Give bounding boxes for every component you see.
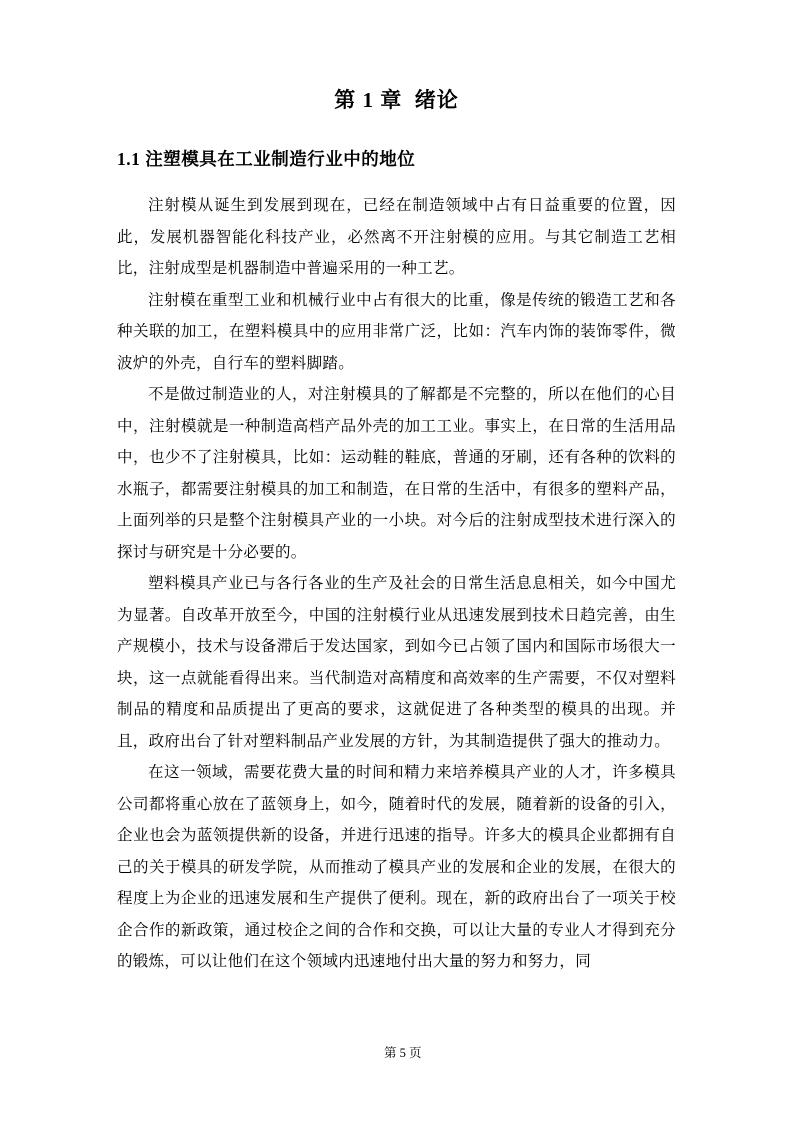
- paragraph-intro-position: 注射模从诞生到发展到现在，已经在制造领域中占有日益重要的位置，因此，发展机器智能化科技产业，必然离不开注射模的应用。与其它制造工艺相比，注射成型是机器制造中普遍采用的一种工艺。: [117, 197, 676, 277]
- chapter-title: 第 1 章 绪论: [334, 88, 459, 112]
- paragraph-industry-growth: 塑料模具产业已与各行各业的生产及社会的日常生活息息相关，如今中国尤为显著。自改革开放至今，中国的注射模行业从迅速发展到技术日趋完善，由生产规模小，技术与设备滞后于发达国家，到如今已占领了国内和国际市场很大一块，这一点就能看得出来。当代制造对高精度和高效率的生产需要，不仅对塑料制品的精度和品质提出了更高的要求，这就促进了各种类型的模具的出现。并且，政府出台了针对塑料制品产业发展的方针，为其制造提供了强大的推动力。: [117, 575, 676, 750]
- body-text: [117, 190, 676, 978]
- page-number-label: 第 5 页: [383, 1046, 422, 1060]
- page-content: [117, 0, 676, 978]
- page-footer: [0, 1026, 793, 1080]
- section-heading: 1.1 注塑模具在工业制造行业中的地位: [117, 149, 416, 169]
- paragraph-industry-share: 注射模在重型工业和机械行业中占有很大的比重，像是传统的锻造工艺和各种关联的加工，在塑料模具中的应用非常广泛，比如：汽车内饰的装饰零件，微波炉的外壳，自行车的塑料脚踏。: [117, 291, 676, 372]
- paragraph-talent-training: 在这一领域，需要花费大量的时间和精力来培养模具产业的人才，许多模具公司都将重心放在了蓝领身上，如今，随着时代的发展，随着新的设备的引入，企业也会为蓝领提供新的设备，并进行迅速的指导。许多大的模具企业都拥有自己的关于模具的研发学院，从而推动了模具产业的发展和企业的发展，在很大的程度上为企业的迅速发展和生产提供了便利。现在，新的政府出台了一项关于校企合作的新政策，通过校企之间的合作和交换，可以让大量的专业人才得到充分的锻炼，可以让他们在这个领域内迅速地付出大量的努力和努力，同: [117, 764, 676, 970]
- paragraph-daily-products: 不是做过制造业的人，对注射模具的了解都是不完整的，所以在他们的心目中，注射模就是一种制造高档产品外壳的加工工业。事实上，在日常的生活用品中，也少不了注射模具，比如：运动鞋的鞋底，普通的牙刷，还有各种的饮料的水瓶子，都需要注射模具的加工和制造，在日常的生活中，有很多的塑料产品，上面列举的只是整个注射模具产业的一小块。对今后的注射成型技术进行深入的探讨与研究是十分必要的。: [117, 386, 676, 561]
